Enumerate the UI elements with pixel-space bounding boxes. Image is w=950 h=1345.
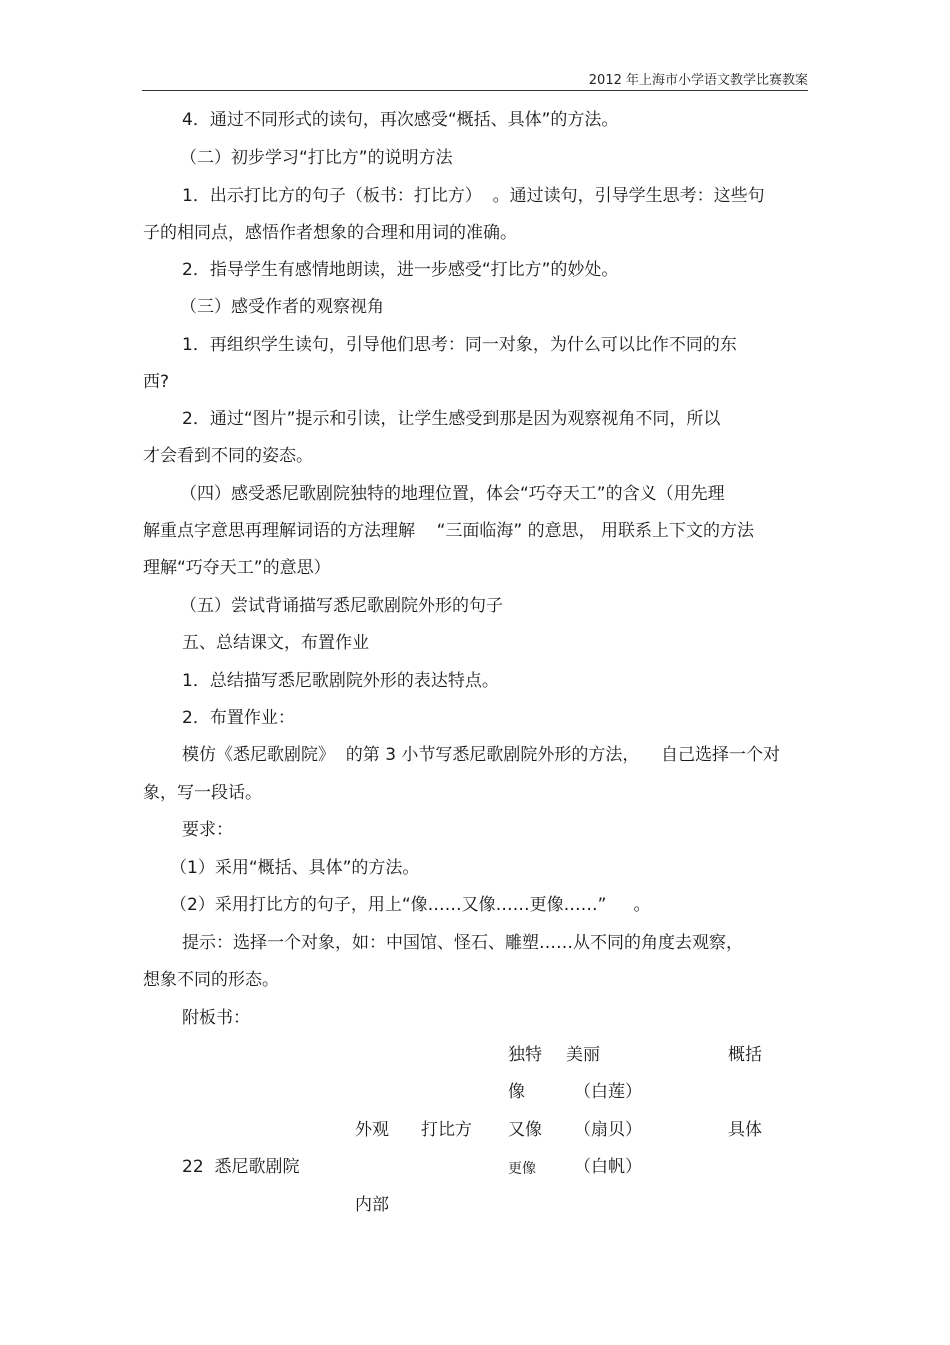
board-white-lotus: （白莲） [574, 1082, 642, 1102]
board-beautiful: 美丽 [566, 1045, 600, 1065]
section-heading: （四）感受悉尼歌剧院独特的地理位置，体会“巧夺天工”的含义（用先理 [180, 484, 725, 504]
text-line: 2．指导学生有感情地朗读，进一步感受“打比方”的妙处。 [182, 260, 619, 280]
text-line: 西? [143, 372, 170, 392]
board-specific: 具体 [728, 1120, 762, 1140]
section-heading: （二）初步学习“打比方”的说明方法 [180, 148, 453, 168]
text-line: 1．出示打比方的句子（板书：打比方） 。通过读句，引导学生思考：这些句 [182, 186, 765, 206]
board-more-like: 更像 [508, 1161, 536, 1177]
text-line: 要求： [182, 820, 233, 840]
text-line: 子的相同点，感悟作者想象的合理和用词的准确。 [143, 223, 517, 243]
text-line: 想象不同的形态。 [143, 970, 279, 990]
section-heading: （五）尝试背诵描写悉尼歌剧院外形的句子 [180, 596, 503, 616]
board-white-sail: （白帆） [574, 1157, 642, 1177]
section-heading: （三）感受作者的观察视角 [180, 297, 384, 317]
section-heading: 五、总结课文，布置作业 [182, 633, 369, 653]
text-line: （1）采用“概括、具体”的方法。 [170, 858, 420, 878]
board-scallop: （扇贝） [574, 1120, 642, 1140]
board-also-like: 又像 [508, 1120, 542, 1140]
header-divider [142, 90, 808, 91]
text-line: 象，写一段话。 [143, 783, 262, 803]
text-line: 1．总结描写悉尼歌剧院外形的表达特点。 [182, 671, 499, 691]
board-appearance: 外观 [355, 1120, 389, 1140]
board-metaphor: 打比方 [421, 1120, 472, 1140]
text-line: 2．通过“图片”提示和引读，让学生感受到那是因为观察视角不同，所以 [182, 409, 721, 429]
board-unique: 独特 [508, 1045, 542, 1065]
text-line: 模仿《悉尼歌剧院》 的第 3 小节写悉尼歌剧院外形的方法， 自己选择一个对 [182, 745, 781, 765]
board-interior: 内部 [355, 1195, 389, 1215]
board-like: 像 [508, 1082, 525, 1102]
text-line: 解重点字意思再理解词语的方法理解 “三面临海” 的意思， 用联系上下文的方法 [143, 521, 755, 541]
text-line: 才会看到不同的姿态。 [143, 446, 313, 466]
text-line: （2）采用打比方的句子，用上“像……又像……更像……” 。 [170, 895, 651, 915]
text-line: 2．布置作业： [182, 708, 295, 728]
board-lesson-title: 22 悉尼歌剧院 [182, 1157, 300, 1177]
page-header: 2012 年上海市小学语文教学比赛教案 [588, 73, 808, 88]
text-line: 提示：选择一个对象，如：中国馆、怪石、雕塑……从不同的角度去观察， [182, 933, 743, 953]
text-line: 附板书： [182, 1008, 250, 1028]
text-line: 理解“巧夺天工”的意思） [143, 558, 331, 578]
board-general: 概括 [728, 1045, 762, 1065]
text-line: 4．通过不同形式的读句，再次感受“概括、具体”的方法。 [182, 110, 619, 130]
text-line: 1．再组织学生读句，引导他们思考：同一对象，为什么可以比作不同的东 [182, 335, 737, 355]
